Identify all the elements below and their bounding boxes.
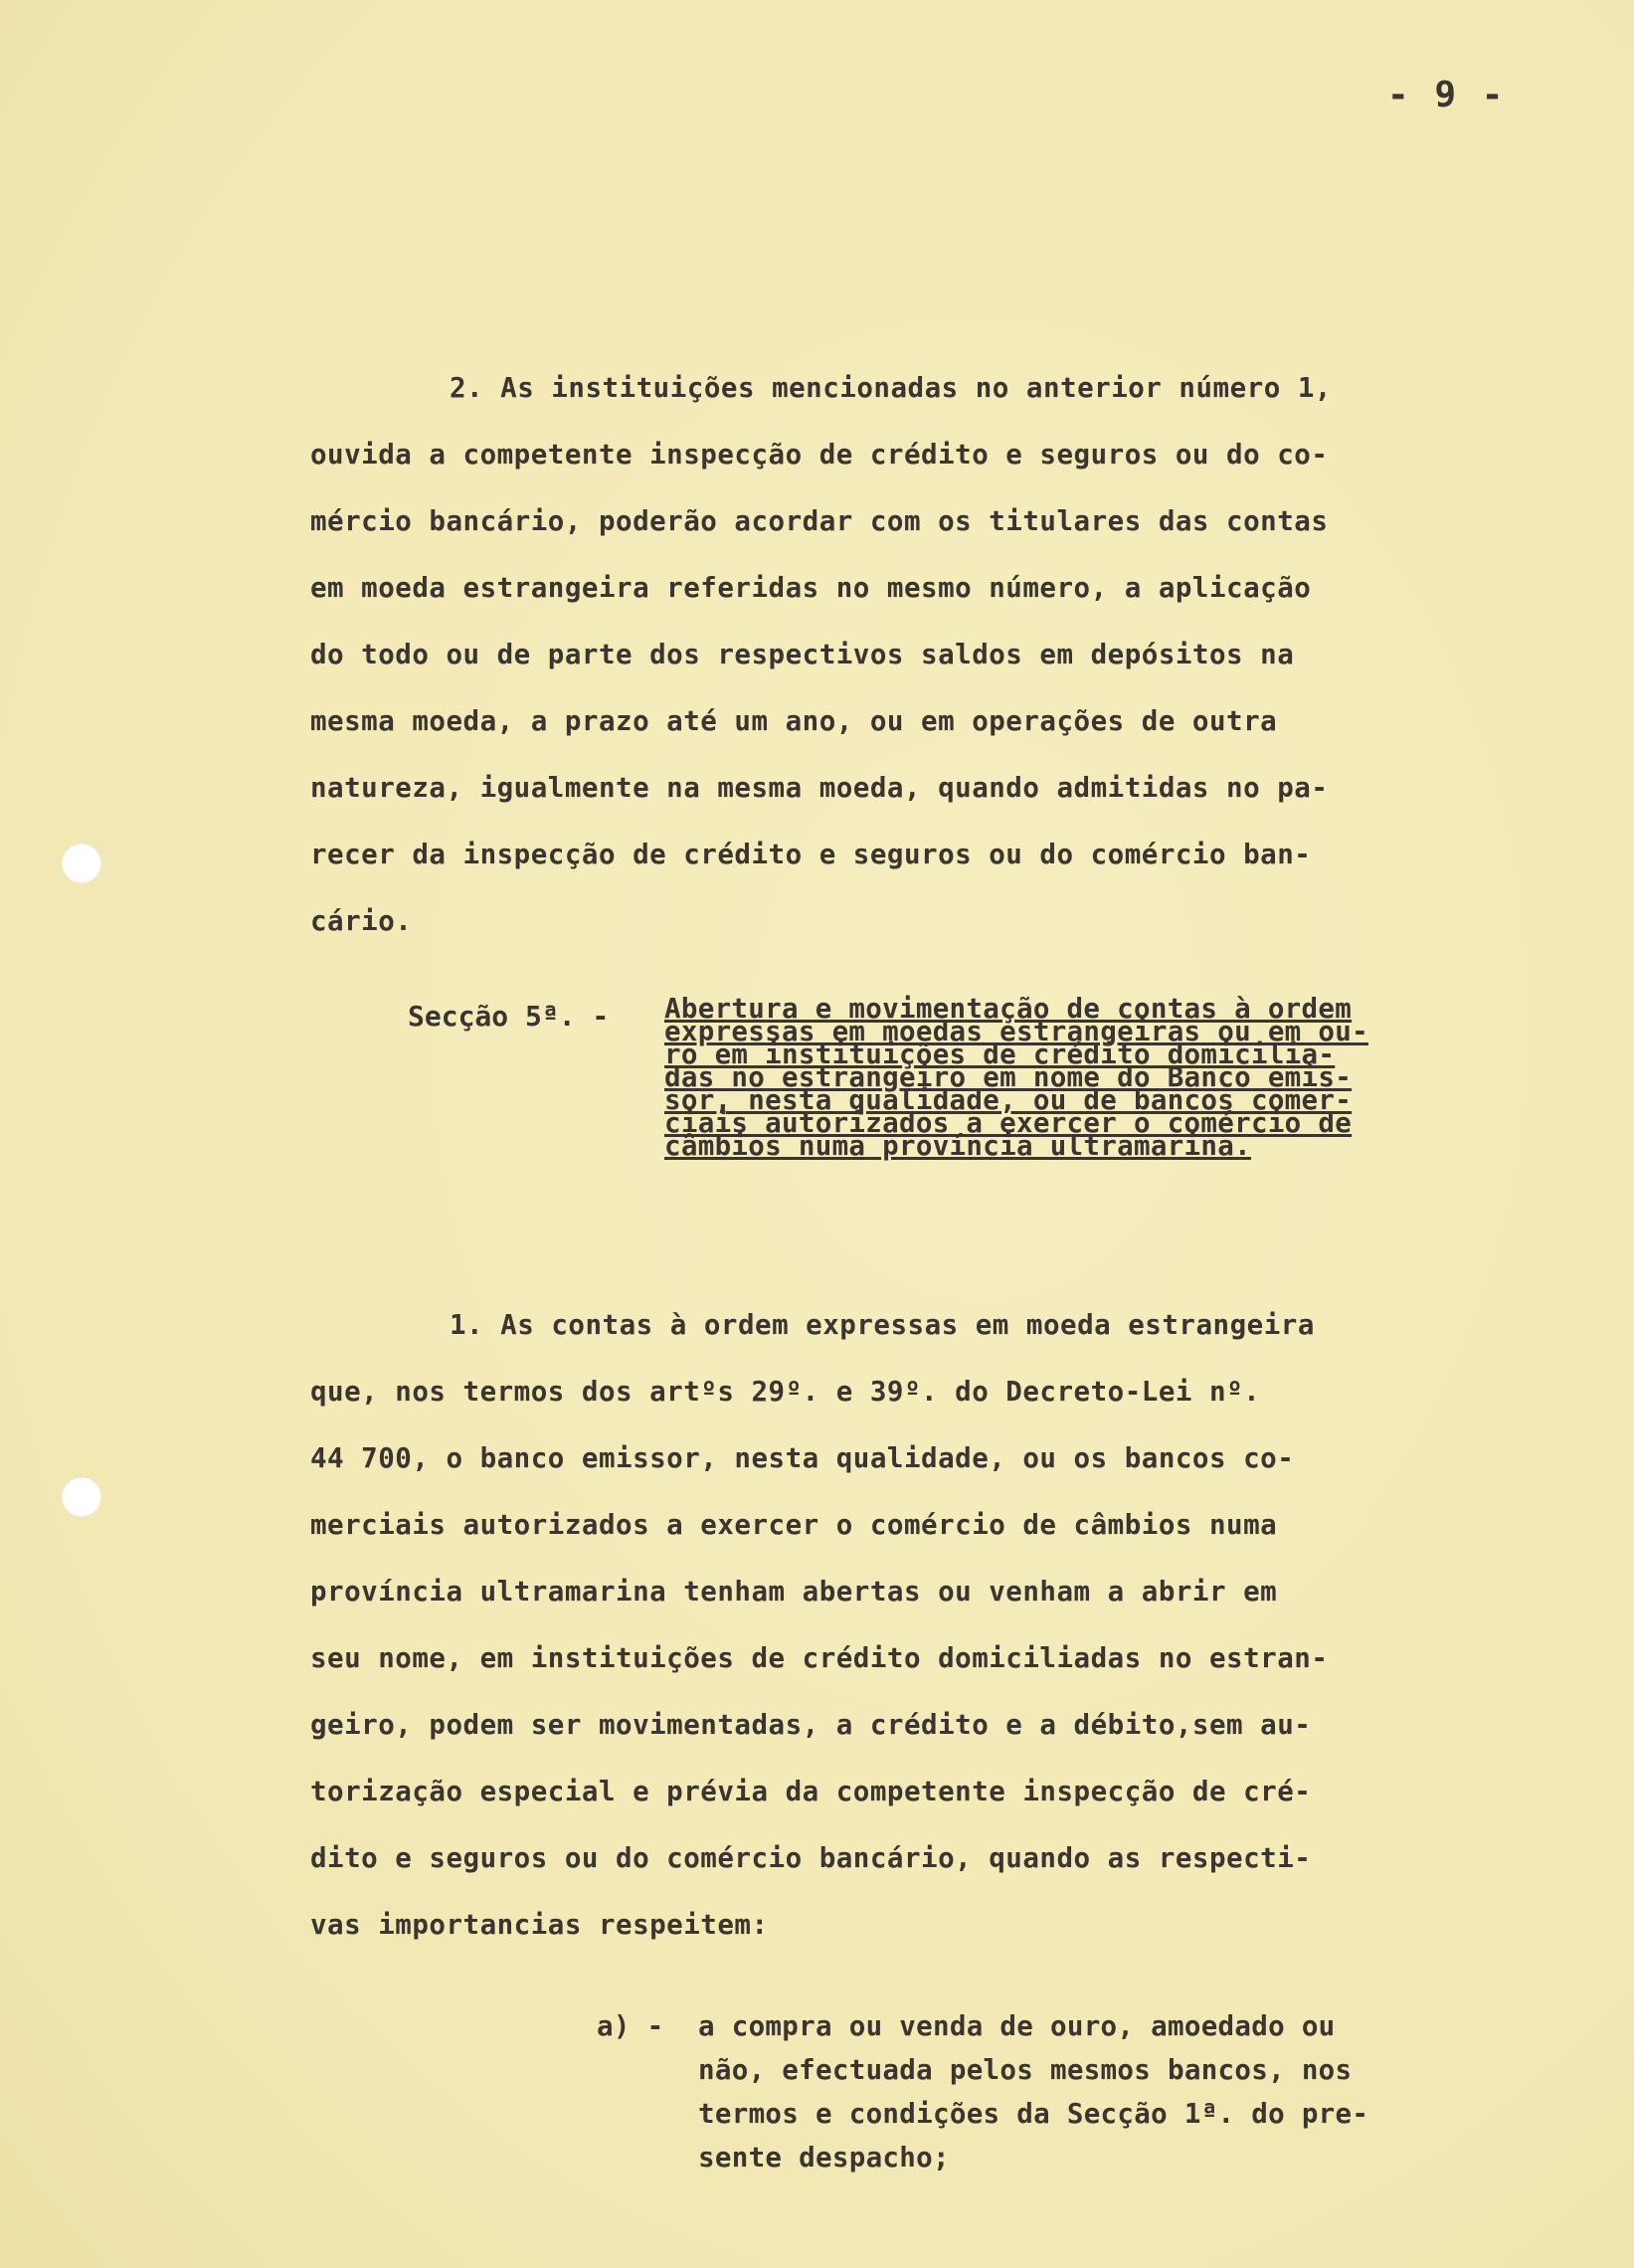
text-line: natureza, igualmente na mesma moeda, quando admitidas no pa-	[310, 772, 1329, 804]
page-number: - 9 -	[1387, 75, 1506, 115]
text-line: província ultramarina tenham abertas ou venham a abrir em	[310, 1576, 1278, 1607]
text-line: mesma moeda, a prazo até um ano, ou em operações de outra	[310, 705, 1278, 737]
text-line: merciais autorizados a exercer o comércio de câmbios numa	[310, 1509, 1278, 1541]
text-line: 2. As instituições mencionadas no anterior número 1,	[450, 372, 1332, 404]
text-line: geiro, podem ser movimentadas, a crédito e a débito,sem au-	[310, 1709, 1312, 1741]
paragraph-2	[310, 355, 1332, 955]
text-line: ouvida a competente inspecção de crédito e seguros ou do co-	[310, 439, 1329, 471]
section-title-line: expressas em moedas estrangeiras ou em ou-	[664, 1016, 1368, 1047]
section-title-line: ciais autorizados a exercer o comércio de	[664, 1107, 1353, 1139]
text-line: torização especial e prévia da competente inspecção de cré-	[310, 1776, 1312, 1807]
text-line: sente despacho;	[698, 2142, 950, 2174]
text-line: não, efectuada pelos mesmos bancos, nos	[698, 2054, 1353, 2086]
section-title-line: Abertura e movimentação de contas à ordem	[664, 993, 1353, 1025]
text-line: em moeda estrangeira referidas no mesmo número, a aplicação	[310, 572, 1312, 604]
section-title-line: das no estrangeiro em nome do Banco emis-	[664, 1061, 1353, 1093]
text-line: 1. As contas à ordem expressas em moeda estrangeira	[450, 1309, 1315, 1341]
text-line: seu nome, em instituições de crédito domiciliadas no estran-	[310, 1642, 1329, 1674]
paragraph-1	[310, 1292, 1328, 1959]
section-title-line: sor, nesta qualidade, ou de bancos comer-	[664, 1084, 1353, 1116]
text-line: 44 700, o banco emissor, nesta qualidade, ou os bancos co-	[310, 1442, 1295, 1474]
text-line: recer da inspecção de crédito e seguros ou do comércio ban-	[310, 839, 1312, 870]
text-line: que, nos termos dos artºs 29º. e 39º. do Decreto-Lei nº.	[310, 1376, 1261, 1408]
text-line: cário.	[310, 905, 413, 937]
section-title	[664, 993, 1368, 1162]
section-title-line: ro em instituições de crédito domicilia-	[664, 1039, 1336, 1070]
text-line: mércio bancário, poderão acordar com os titulares das contas	[310, 505, 1329, 537]
text-line: a compra ou venda de ouro, amoedado ou	[698, 2010, 1336, 2042]
section-title-line: câmbios numa província ultramarina.	[664, 1130, 1251, 1162]
punch-hole	[62, 844, 101, 883]
section-label: Secção 5ª. -	[408, 1000, 610, 1033]
text-line: do todo ou de parte dos respectivos saldos em depósitos na	[310, 639, 1295, 670]
text-line: vas importancias respeitem:	[310, 1909, 769, 1941]
punch-hole	[62, 1477, 101, 1517]
list-item-marker: a) -	[597, 2010, 664, 2042]
text-line: dito e seguros ou do comércio bancário, quando as respecti-	[310, 1842, 1312, 1874]
text-line: termos e condições da Secção 1ª. do pre-	[698, 2098, 1369, 2130]
